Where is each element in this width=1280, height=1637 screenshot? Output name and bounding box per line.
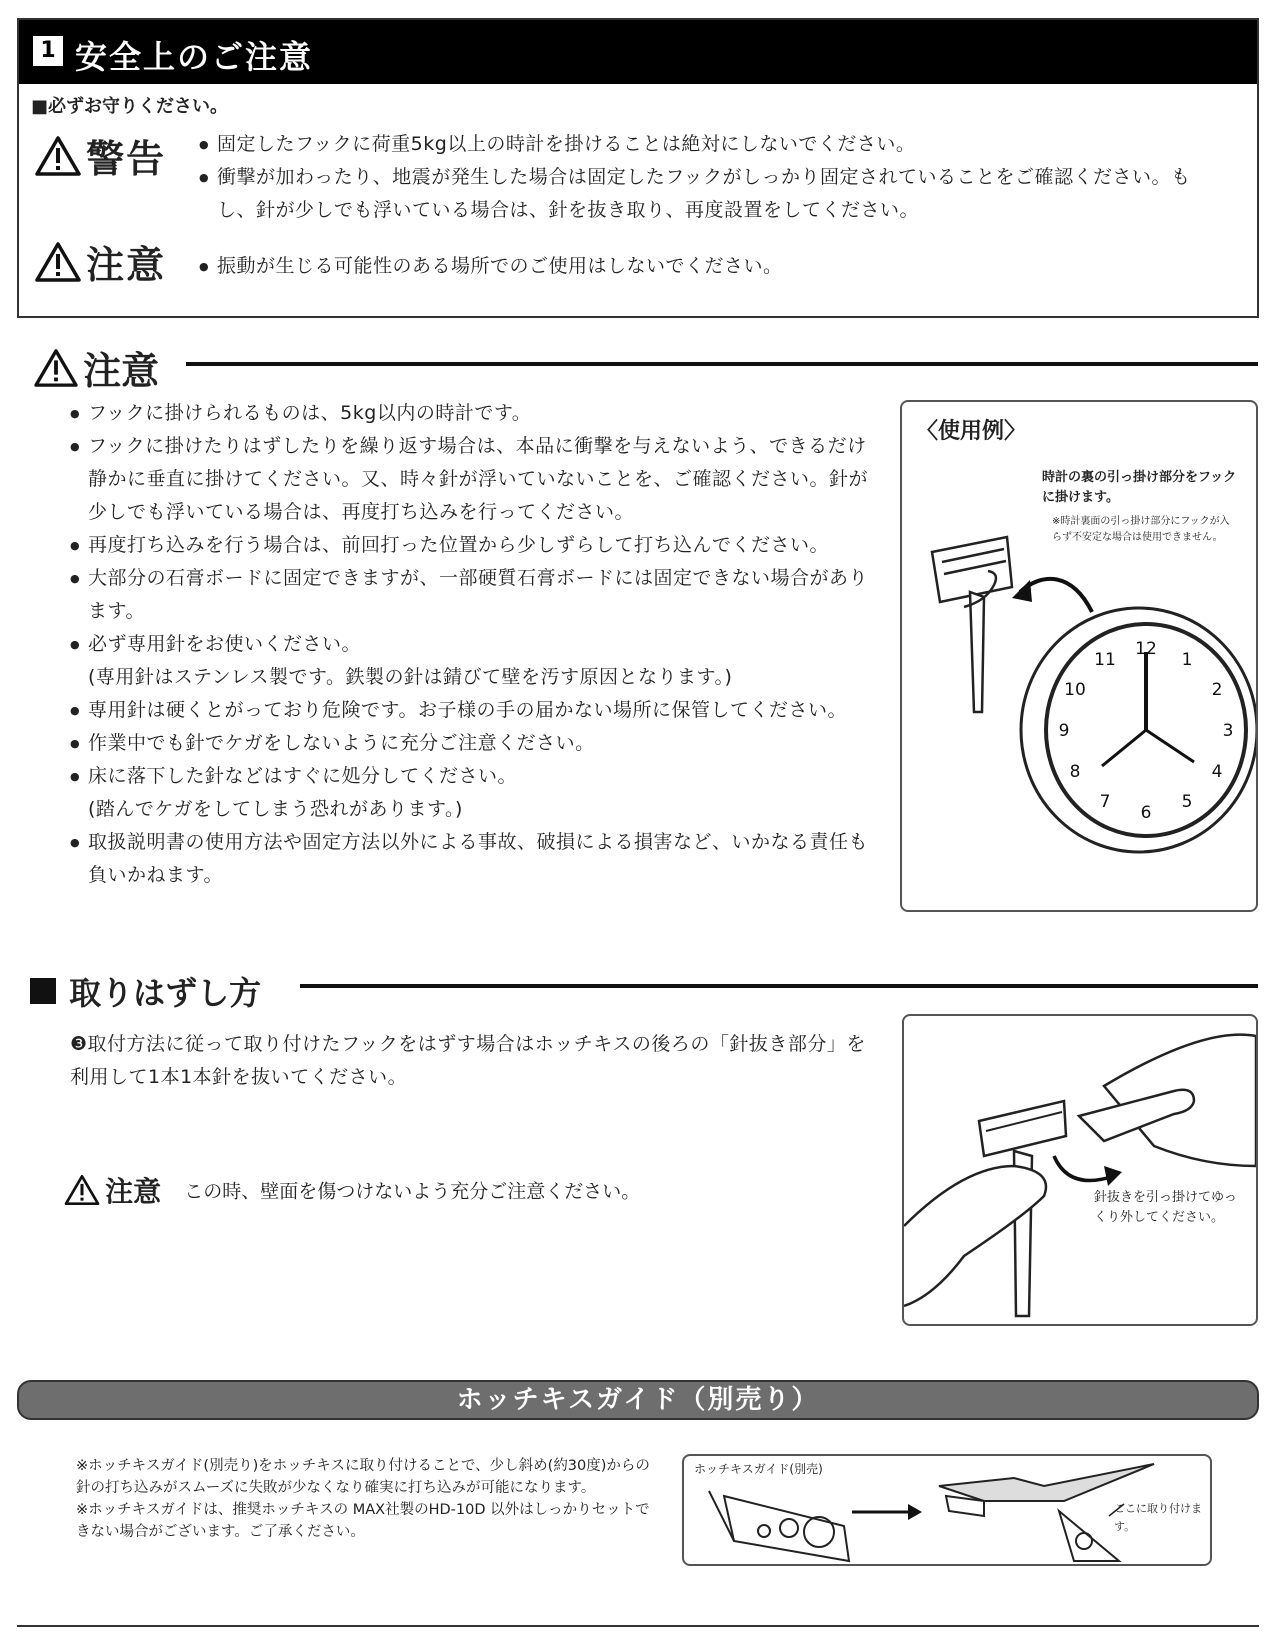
caution-section-title: 注意 xyxy=(83,349,160,393)
caution-list-item xyxy=(70,397,876,430)
hook-and-clock-illustration xyxy=(902,402,1256,910)
caution-list-subtext: (専用針はステンレス製です。鉄製の針は錆びて壁を汚す原因となります。) xyxy=(88,666,733,688)
caution-triangle-icon xyxy=(35,241,81,283)
divider xyxy=(300,984,1258,988)
warning-items xyxy=(199,128,1229,227)
caution-label-group xyxy=(35,234,167,287)
clock-number: 6 xyxy=(1140,803,1152,823)
usage-example-figure xyxy=(900,400,1258,912)
caution-list-item xyxy=(70,430,876,529)
caution-item: ● 振動が生じる可能性のある場所でのご使用はしないでください。 xyxy=(199,250,1229,283)
warning-label: 警告 xyxy=(86,137,167,181)
example-label-note: ※時計裏面の引っ掛け部分にフックが入らず不安定な場合は使用できません。 xyxy=(1052,516,1230,543)
caution-list-item xyxy=(70,826,876,892)
clock-number: 12 xyxy=(1135,639,1157,659)
stapler-guide-banner xyxy=(17,1380,1259,1420)
caution-list-text: 再度打ち込みを行う場合は、前回打った位置から少しずらして打ち込んでください。 xyxy=(88,534,830,556)
clock-number: 4 xyxy=(1211,762,1223,782)
stapler-figure-title: ホッチキスガイド(別売) xyxy=(694,1462,823,1476)
caution-list-item xyxy=(70,760,876,826)
safety-title: 安全上のご注意 xyxy=(75,38,314,76)
removal-figure-label: 針抜きを引っ掛けてゆっくり外してください。 xyxy=(1094,1188,1244,1228)
removal-text: ❸取付方法に従って取り付けたフックをはずす場合はホッチキスの後ろの「針抜き部分」を利用して1本1本針を抜いてください。 xyxy=(70,1033,866,1088)
caution-list-item xyxy=(70,562,876,628)
removal-caution-label: 注意 xyxy=(105,1175,162,1208)
caution-list-text: 大部分の石膏ボードに固定できますが、一部硬質石膏ボードには固定できない場合があります。 xyxy=(88,567,869,622)
caution-list-item xyxy=(70,727,876,760)
example-title: 〈使用例〉 xyxy=(916,419,1027,444)
safety-notice: ■必ずお守りください。 xyxy=(31,96,229,117)
clock-number: 10 xyxy=(1064,680,1086,700)
caution-list-item xyxy=(70,529,876,562)
clock-number: 11 xyxy=(1094,650,1116,670)
section-number-badge: 1 xyxy=(33,36,63,66)
hook-icon xyxy=(932,537,1012,712)
example-label-bold: 時計の裏の引っ掛け部分をフックに掛けます。 xyxy=(1042,470,1237,505)
caution-list-text: 作業中でも針でケガをしないように充分ご注意ください。 xyxy=(88,732,595,754)
removal-title: 取りはずし方 xyxy=(69,974,262,1012)
clock-number: 2 xyxy=(1211,680,1223,700)
caution-label: 注意 xyxy=(86,243,167,287)
clock-number: 3 xyxy=(1222,721,1234,741)
caution-items xyxy=(199,250,1229,283)
clock-number: 8 xyxy=(1069,762,1081,782)
removal-caution-text: この時、壁面を傷つけないよう充分ご注意ください。 xyxy=(184,1180,641,1203)
caution-list xyxy=(70,397,876,892)
warning-item: ● 衝撃が加わったり、地震が発生した場合は固定したフックがしっかり固定されていることをご確認ください。もし、針が少しでも浮いている場合は、針を抜き取り、再度設置をしてください。 xyxy=(199,161,1229,227)
bottom-divider xyxy=(17,1625,1259,1627)
caution-triangle-icon xyxy=(64,1174,100,1206)
caution-list-item xyxy=(70,628,876,694)
safety-box xyxy=(17,18,1259,318)
square-bullet-icon xyxy=(30,978,56,1004)
warning-label-group xyxy=(35,128,167,181)
caution-list-text: フックに掛けられるものは、5kg以内の時計です。 xyxy=(88,402,532,424)
caution-list-item xyxy=(70,694,876,727)
arrowhead-icon xyxy=(1012,580,1032,602)
stapler-guide-illustration xyxy=(684,1456,1210,1564)
divider xyxy=(186,362,1258,366)
stapler-note: ※ホッチキスガイド(別売り)をホッチキスに取り付けることで、少し斜め(約30度)からの針の打ち込みがスムーズに失敗が少なくなり確実に打ち込みが可能になります。 xyxy=(76,1458,650,1496)
caution-list-text: 必ず専用針をお使いください。 xyxy=(88,633,362,655)
removal-heading xyxy=(30,968,261,1014)
caution-heading xyxy=(34,340,159,395)
clock-number: 9 xyxy=(1058,721,1070,741)
clock-number: 5 xyxy=(1181,792,1193,812)
caution-list-text: 取扱説明書の使用方法や固定方法以外による事故、破損による損害など、いかなる責任も負いかねます。 xyxy=(88,831,869,886)
caution-list-text: フックに掛けたりはずしたりを繰り返す場合は、本品に衝撃を与えないよう、できるだけ静かに垂直に掛けてください。又、時々針が浮いていないことを、ご確認ください。針が少しでも浮いている場合は、再度打ち込みを行ってください。 xyxy=(88,435,869,523)
caution-list-subtext: (踏んでケガをしてしまう恐れがあります。) xyxy=(88,798,463,820)
removal-figure xyxy=(902,1014,1258,1326)
clock-number: 1 xyxy=(1181,650,1193,670)
warning-item: ● 固定したフックに荷重5kg以上の時計を掛けることは絶対にしないでください。 xyxy=(199,128,1229,161)
hand-stapler-illustration xyxy=(904,1016,1256,1324)
warning-triangle-icon xyxy=(35,135,81,177)
stapler-notes xyxy=(62,1455,652,1543)
safety-header xyxy=(19,20,1257,84)
caution-list-text: 専用針は硬くとがっており危険です。お子様の手の届かない場所に保管してください。 xyxy=(88,699,847,721)
caution-triangle-icon xyxy=(34,348,78,388)
stapler-guide-title: ホッチキスガイド（別売り） xyxy=(456,1385,820,1415)
stapler-note: ※ホッチキスガイドは、推奨ホッチキスの MAX社製のHD-10D 以外はしっかりセットできない場合がございます。ご了承ください。 xyxy=(76,1502,650,1540)
removal-caution xyxy=(64,1170,640,1210)
stapler-figure-label: ここに取り付けます。 xyxy=(1114,1502,1202,1533)
clock-number: 7 xyxy=(1099,792,1111,812)
caution-list-text: 床に落下した針などはすぐに処分してください。 xyxy=(88,765,518,787)
stapler-guide-figure xyxy=(682,1454,1212,1566)
